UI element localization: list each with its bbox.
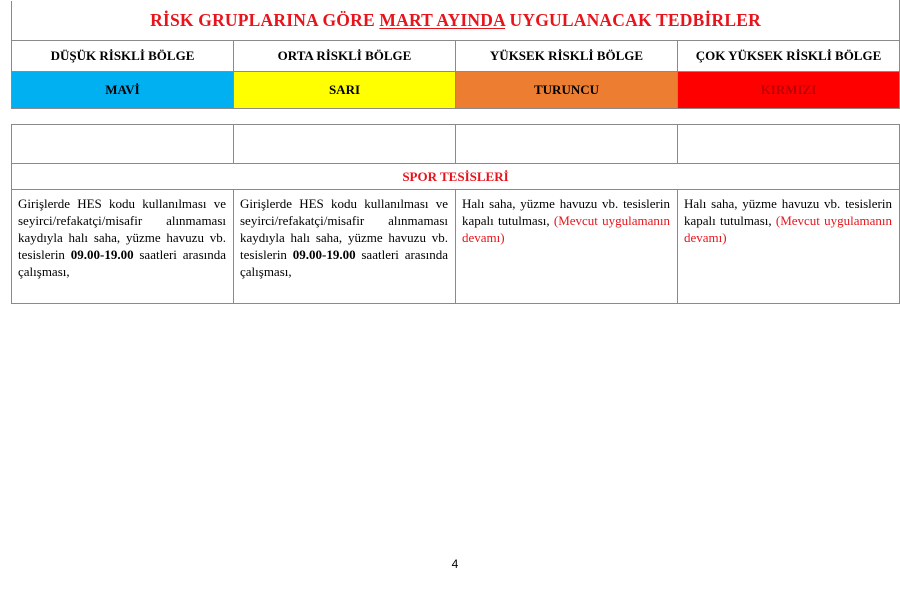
measure-text: Halı saha, yüzme havuzu vb. tesislerin kapalı tutulması, <box>462 196 670 228</box>
zone-medium-header: ORTA RİSKLİ BÖLGE <box>234 41 456 72</box>
zone-high-color: TURUNCU <box>456 72 678 109</box>
zone-very-high-color: KIRMIZI <box>678 72 900 109</box>
measure-very-high-risk <box>678 190 900 304</box>
measure-note: (Mevcut uygulamanın devamı) <box>462 213 670 245</box>
title-month: MART AYINDA <box>379 10 505 30</box>
title-end: UYGULANACAK TEDBİRLER <box>504 10 761 30</box>
measure-note: (Mevcut uygulamanın devamı) <box>684 213 892 245</box>
section-title: SPOR TESİSLERİ <box>12 164 900 190</box>
measure-text: Girişlerde HES kodu kullanılması ve seyirci/refakatçi/misafir alınmaması kaydıyla halı saha, yüzme havuzu vb. tesislerin <box>240 196 448 262</box>
page-number: 4 <box>451 557 459 571</box>
measure-text: saatleri arasında çalışması, <box>18 247 227 279</box>
zone-medium-color: SARI <box>234 72 456 109</box>
zone-very-high-header: ÇOK YÜKSEK RİSKLİ BÖLGE <box>678 41 900 72</box>
document-title <box>12 1 900 41</box>
empty-cell <box>234 125 456 164</box>
measure-high-risk <box>456 190 678 304</box>
measure-text: saatleri arasında çalışması, <box>240 247 449 279</box>
zone-low-header: DÜŞÜK RİSKLİ BÖLGE <box>12 41 234 72</box>
measure-medium-risk <box>234 190 456 304</box>
empty-cell <box>12 125 234 164</box>
measure-low-risk <box>12 190 234 304</box>
risk-groups-header-table <box>11 0 900 109</box>
empty-cell <box>456 125 678 164</box>
opening-hours: 09.00-19.00 <box>292 247 356 262</box>
zone-low-color: MAVİ <box>12 72 234 109</box>
empty-cell <box>678 125 900 164</box>
measures-table <box>11 124 900 304</box>
opening-hours: 09.00-19.00 <box>70 247 134 262</box>
measure-text: Halı saha, yüzme havuzu vb. tesislerin kapalı tutulması, <box>684 196 892 228</box>
title-start: RİSK GRUPLARINA GÖRE <box>150 10 380 30</box>
zone-high-header: YÜKSEK RİSKLİ BÖLGE <box>456 41 678 72</box>
measure-text: Girişlerde HES kodu kullanılması ve seyirci/refakatçi/misafir alınmaması kaydıyla halı saha, yüzme havuzu vb. tesislerin <box>18 196 226 262</box>
